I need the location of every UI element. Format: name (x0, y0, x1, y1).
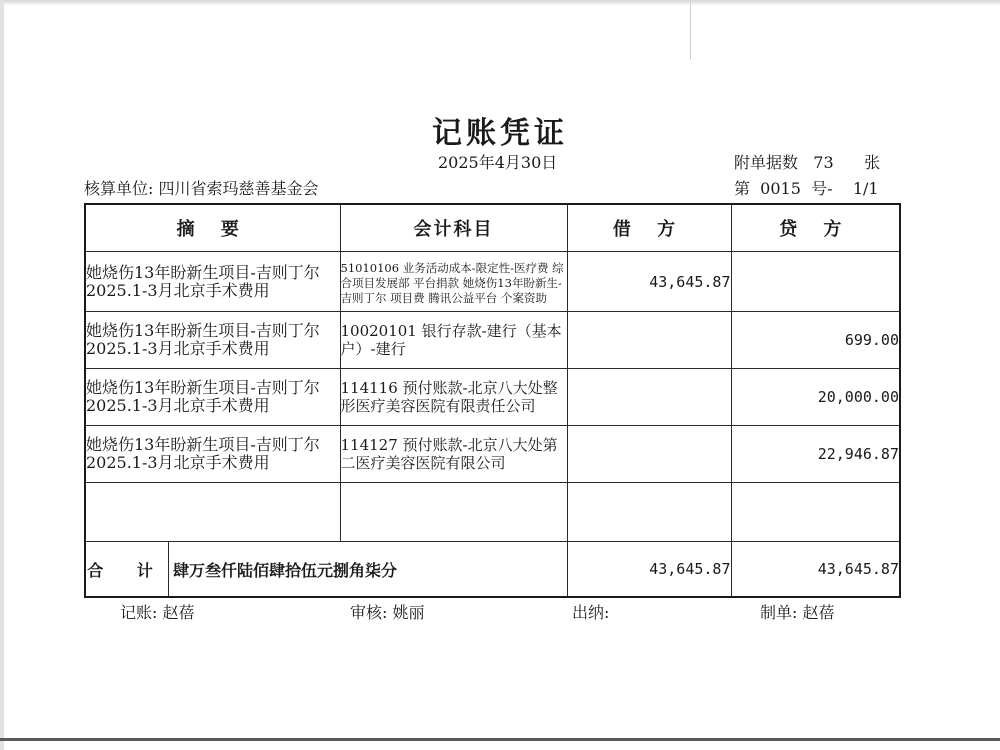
row-summary: 她烧伤13年盼新生项目-吉则丁尔2025.1-3月北京手术费用 (85, 252, 340, 312)
row-summary: 她烧伤13年盼新生项目-吉则丁尔2025.1-3月北京手术费用 (85, 312, 340, 369)
row-account: 51010106 业务活动成本-限定性-医疗费 综合项目发展部 平台捐款 她烧伤13年盼新生-吉则丁尔 项目费 腾讯公益平台 个案资助 (340, 252, 567, 312)
voucher-title: 记账凭证 (432, 116, 568, 151)
table-row (85, 312, 900, 369)
row-credit: 22,946.87 (731, 426, 900, 483)
row-debit (567, 426, 731, 483)
scan-edge-bottom (0, 738, 1000, 741)
footer-preparer: 制单: 赵蓓 (760, 603, 835, 622)
total-debit: 43,645.87 (567, 542, 731, 598)
scan-fold-line (690, 0, 691, 60)
total-amount-in-words: 肆万叁仟陆佰肆拾伍元捌角柒分 (173, 560, 398, 580)
footer-reviewer: 审核: 姚丽 (350, 603, 425, 622)
column-header-summary: 摘 要 (85, 204, 340, 252)
row-summary: 她烧伤13年盼新生项目-吉则丁尔2025.1-3月北京手术费用 (85, 369, 340, 426)
voucher-table (84, 203, 901, 598)
voucher-number: 第 0015 号- 1/1 (734, 179, 879, 198)
row-credit (731, 252, 900, 312)
row-credit: 20,000.00 (731, 369, 900, 426)
footer-cashier: 出纳: (572, 603, 610, 622)
row-account: 10020101 银行存款-建行（基本户）-建行 (340, 312, 567, 369)
column-header-credit: 贷 方 (731, 204, 900, 252)
empty-row (85, 483, 900, 542)
row-summary: 她烧伤13年盼新生项目-吉则丁尔2025.1-3月北京手术费用 (85, 426, 340, 483)
table-row (85, 252, 900, 312)
empty-cell (731, 483, 900, 542)
table-row (85, 369, 900, 426)
attachments-count: 附单据数 73 张 (734, 153, 881, 172)
column-header-account: 会计科目 (340, 204, 567, 252)
total-label: 合 计 (86, 542, 169, 596)
row-account: 114127 预付账款-北京八大处第二医疗美容医院有限公司 (340, 426, 567, 483)
total-row (85, 542, 900, 598)
voucher-date: 2025年4月30日 (438, 153, 558, 172)
total-cell (85, 542, 567, 598)
empty-cell (85, 483, 340, 542)
table-row (85, 426, 900, 483)
row-debit (567, 369, 731, 426)
empty-cell (567, 483, 731, 542)
row-debit (567, 312, 731, 369)
column-header-debit: 借 方 (567, 204, 731, 252)
footer-bookkeeper: 记账: 赵蓓 (120, 603, 195, 622)
table-header (85, 204, 900, 252)
row-account: 114116 预付账款-北京八大处整形医疗美容医院有限责任公司 (340, 369, 567, 426)
empty-cell (340, 483, 567, 542)
row-credit: 699.00 (731, 312, 900, 369)
accounting-unit: 核算单位: 四川省索玛慈善基金会 (84, 179, 319, 198)
row-debit: 43,645.87 (567, 252, 731, 312)
scan-edge-top (0, 0, 1000, 6)
total-credit: 43,645.87 (731, 542, 900, 598)
